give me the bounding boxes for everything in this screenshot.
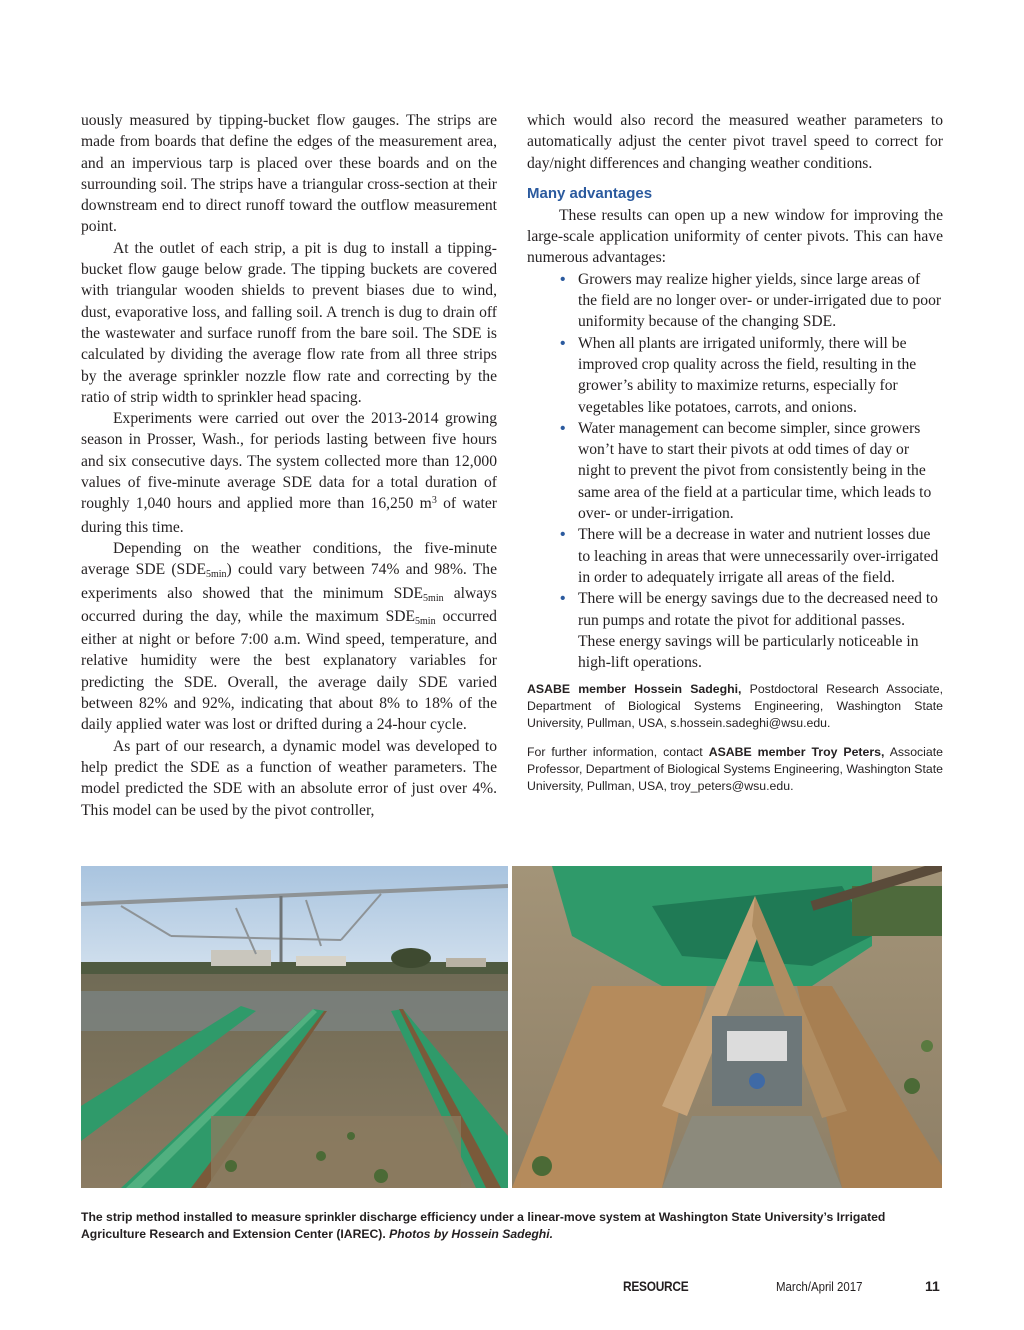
body-paragraph: Depending on the weather conditions, the five-minute average SDE (SDE5min) could vary between 74% and 98%. The experiments also showed that the minimum SDE5min always occurred during the day, while the maximum SDE5min occurred either at night or before 7:00 a.m. Wind speed, temperature, and relative humidity were the best explanatory variables for predicting the SDE. Overall, the average daily SDE varied between 82% and 92%, indicating that about 8% to 18% of the daily applied water was lost or drifted during a 24-hour cycle. [81,539,497,734]
tipping-bucket-photo [512,866,942,1188]
page-number: 11 [925,1278,940,1294]
advantages-list [527,269,943,674]
list-item: • Water management can become simpler, since growers won’t have to start their pivots at odd times of day or night to prevent the pivot from consistently being in the same area of the field at a particular time, which leads to over- or under-irrigation. [560,419,932,523]
author-bio: ASABE member Hossein Sadeghi, Postdoctoral Research Associate, Department of Biological Systems Engineering, Washington State University, Pullman, USA, s.hossein.sadeghi@wsu.edu. [527,682,943,731]
bullet-icon: • [560,590,566,608]
bullet-icon: • [560,526,566,544]
issue-date: March/April 2017 [776,1279,863,1294]
magazine-name: RESOURCE [623,1278,689,1294]
contact-info: For further information, contact ASABE member Troy Peters, Associate Professor, Department of Biological Systems Engineering, Washington State University, Pullman, USA, troy_peters@wsu.edu. [527,745,944,794]
body-paragraph: uously measured by tipping-bucket flow gauges. The strips are made from boards that define the edges of the measurement area, and an impervious tarp is placed over these boards and on the surrounding soil. The strips have a triangular cross-section at their downstream end to direct runoff toward the outflow measurement point. [81,112,497,236]
list-item: • When all plants are irrigated uniformly, there will be improved crop quality across the field, resulting in the grower’s ability to maximize returns, especially for vegetables like potatoes, carrots, and onions. [560,334,917,416]
bullet-icon: • [560,334,566,352]
body-paragraph: These results can open up a new window for improving the large-scale application uniformity of center pivots. This can have numerous advantages: [527,206,943,267]
field-strips-photo [81,866,508,1188]
list-item: • Growers may realize higher yields, since large areas of the field are no longer over- or under-irrigated due to poor uniformity because of the changing SDE. [560,270,942,331]
body-paragraph: As part of our research, a dynamic model was developed to help predict the SDE as a function of weather parameters. The model predicted the SDE with an absolute error of just over 4%. This model can be used by the pivot controller, [81,737,497,819]
list-item: • There will be a decrease in water and nutrient losses due to leaching in areas that were unnecessarily over-irrigated in order to adequately irrigate all areas of the field. [560,526,939,586]
bullet-icon: • [560,270,566,288]
body-paragraph: Experiments were carried out over the 2013-2014 growing season in Prosser, Wash., for periods lasting between five hours and six consecutive days. The system collected more than 12,000 values of five-minute average SDE data for a total duration of roughly 1,040 hours and applied more than 16,250 $m^3$ of water during this time. [81,410,497,536]
list-item: • There will be energy savings due to the decreased need to run pumps and rotate the pivot for additional passes. These energy savings will be particularly noticeable in high-lift operations. [560,590,938,672]
photo-caption: The strip method installed to measure sprinkler discharge efficiency under a linear-move system at Washington State University’s Irrigated Agriculture Research and Extension Center (IAREC). Photos by Hossein Sadeghi. [81,1210,886,1241]
body-paragraph: which would also record the measured weather parameters to automatically adjust the center pivot travel speed to correct for day/night differences and changing weather conditions. [527,112,943,172]
body-paragraph: At the outlet of each strip, a pit is dug to install a tipping-bucket flow gauge below grade. The tipping buckets are covered with triangular wooden shields to prevent biases due to wind, dust, evaporative loss, and falling soil. A trench is dug to drain off the wastewater and surface runoff from the bare soil. The SDE is calculated by dividing the average flow rate from all three strips by the average sprinkler nozzle flow rate and correcting by the ratio of strip width to sprinkler head spacing. [81,239,497,406]
section-heading: Many advantages [527,184,653,202]
bullet-icon: • [560,419,566,437]
right-column [527,110,943,795]
left-column [81,110,497,821]
